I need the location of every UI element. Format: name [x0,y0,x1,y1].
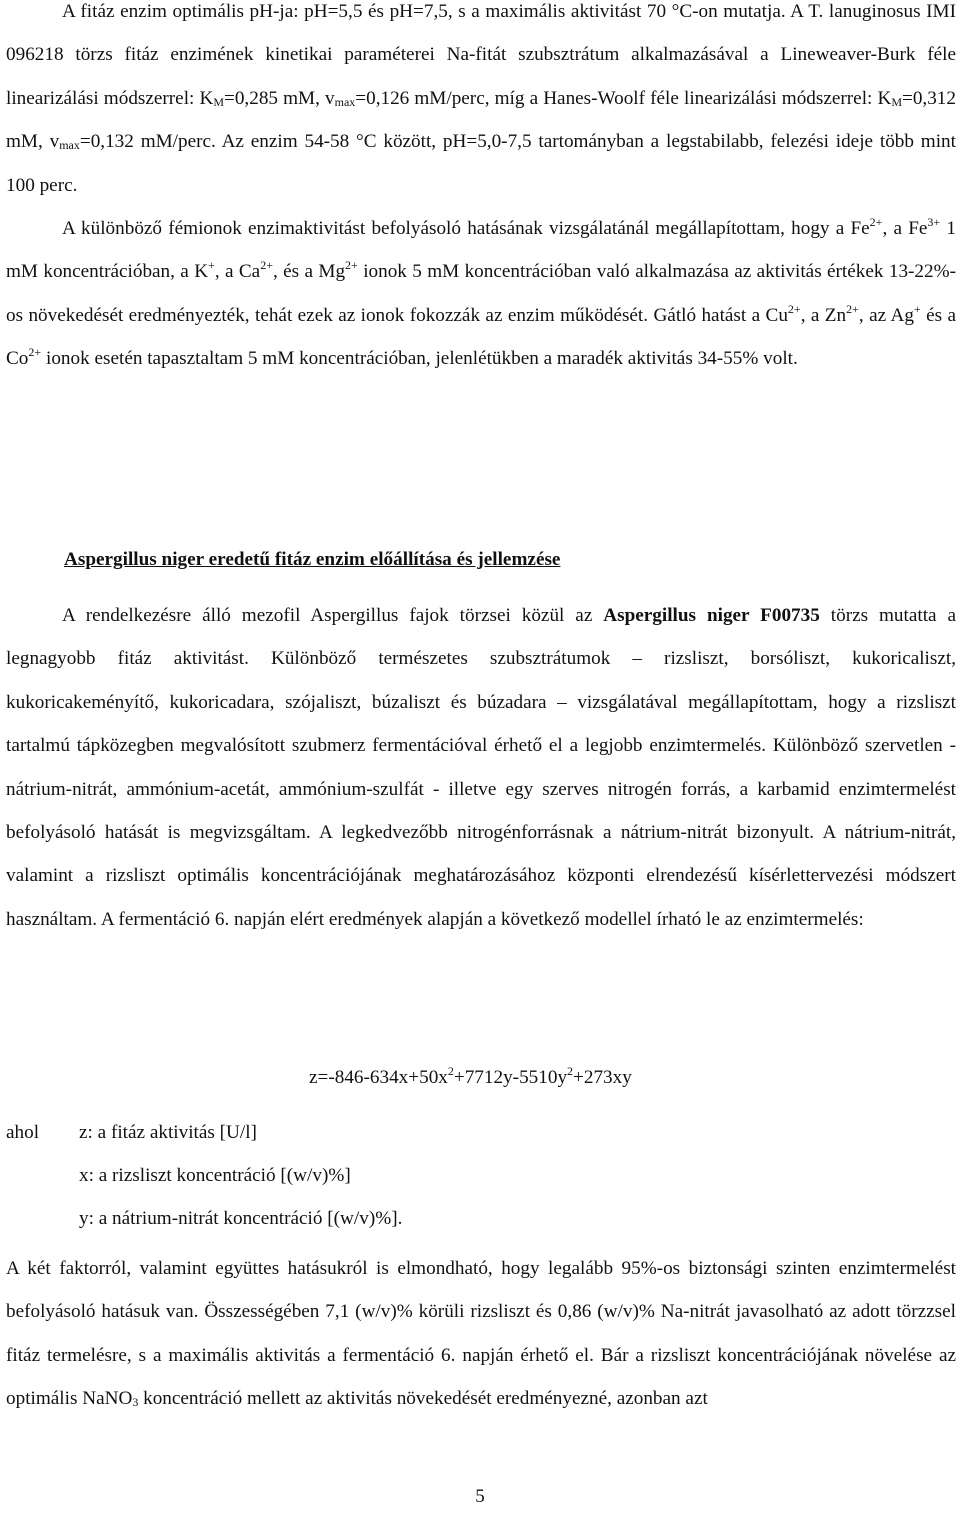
body-text-section-2 [6,594,956,941]
regression-formula: $z=-846-634x+50x^2+7712y-5510y^2+273xy$ [309,1064,632,1088]
paragraph-aspergillus-production: A rendelkezésre álló mezofil Aspergillus fajok törzsei közül az Aspergillus niger F00735 törzs mutatta a legnagyobb fitáz aktivitást. Különböző természetes szubsztrátumok – rizsliszt, borsóliszt, kukoricaliszt, kukoricakeményítő, kukoricadara, szójaliszt, búzaliszt és búzadara – vizsgálatával megállapítottam, hogy a rizsliszt tartalmú tápközegben megvalósított szubmerz fermentációval érhető el a legjobb enzimtermelés. Különböző szervetlen - nátrium-nitrát, ammónium-acetát, ammónium-szulfát - illetve egy szerves nitrogén forrás, a karbamid enzimtermelést befolyásoló hatását is megvizsgáltam. A legkedvezőbb nitrogénforrásnak a nátrium-nitrát bizonyult. A nátrium-nitrát, valamint a rizsliszt optimális koncentrációjának meghatározásához központi elrendezésű kísérlettervezési módszert használtam. A fermentáció 6. napján elért eredmények alapján a következő modellel írható le az enzimtermelés: [6,605,956,930]
definition-y: y: a nátrium-nitrát koncentráció [(w/v)%]. [79,1208,403,1229]
paragraph-enzyme-kinetics: A fitáz enzim optimális pH-ja: pH=5,5 és pH=7,5, s a maximális aktivitást 70 °C-on mutatja. A T. lanuginosus IMI 096218 törzs fitáz enzimének kinetikai paraméterei Na-fitát szubsztrátum alkalmazásával a Lineweaver-Burk féle linearizálási módszerrel: $K_M=0,285$ mM, $v_{max}=0,126$ mM/perc, míg a Hanes-Woolf féle linearizálási módszerrel: $K_M=0,312$ mM, $v_{max}=0,132$ mM/perc. Az enzim 54-58 °C között, pH=5,0-7,5 tartományban a legstabilabb, felezési ideje több mint 100 perc. [6,1,956,196]
page-number: 5 [475,1486,485,1507]
paragraph-conclusions: A két faktorról, valamint együttes hatásukról is elmondható, hogy legalább 95%-os biztonsági szinten enzimtermelést befolyásoló hatásuk van. Összességében 7,1 (w/v)% körüli rizsliszt és 0,86 (w/v)% Na-nitrát javasolható az adott törzzsel fitáz termelésre, s a maximális aktivitás a fermentáció 6. napján érhető el. Bár a rizsliszt koncentrációjának növelése az optimális NaNO$_3$ koncentráció mellett az aktivitás növekedését eredményezné, azonban azt [6,1258,956,1410]
body-text-section-1 [6,0,956,381]
definition-z: z: a fitáz aktivitás [U/l] [79,1122,257,1143]
paragraph-metal-ions: A különböző fémionok enzimaktivitást befolyásoló hatásának vizsgálatánál megállapítottam, hogy a $Fe^{2+}$, a $Fe^{3+}$ 1 mM koncentrációban, a K+, a $Ca^{2+}$, és a $Mg^{2+}$ ionok 5 mM koncentrációban való alkalmazása az aktivitás értékek 13-22%-os növekedését eredményezték, tehát ezek az ionok fokozzák az enzim működését. Gátló hatást a $Cu^{2+}$, a $Zn^{2+}$, az Ag+ és a $Co^{2+}$ ionok esetén tapasztaltam 5 mM koncentrációban, jelenlétükben a maradék aktivitás 34-55% volt. [6,215,957,370]
section-heading: Aspergillus niger eredetű fitáz enzim előállítása és jellemzése [64,549,561,570]
definition-x: x: a rizsliszt koncentráció [(w/v)%] [79,1165,351,1186]
definitions-label: ahol [6,1122,40,1143]
body-text-section-3 [6,1247,956,1421]
definition-list [79,1111,402,1240]
